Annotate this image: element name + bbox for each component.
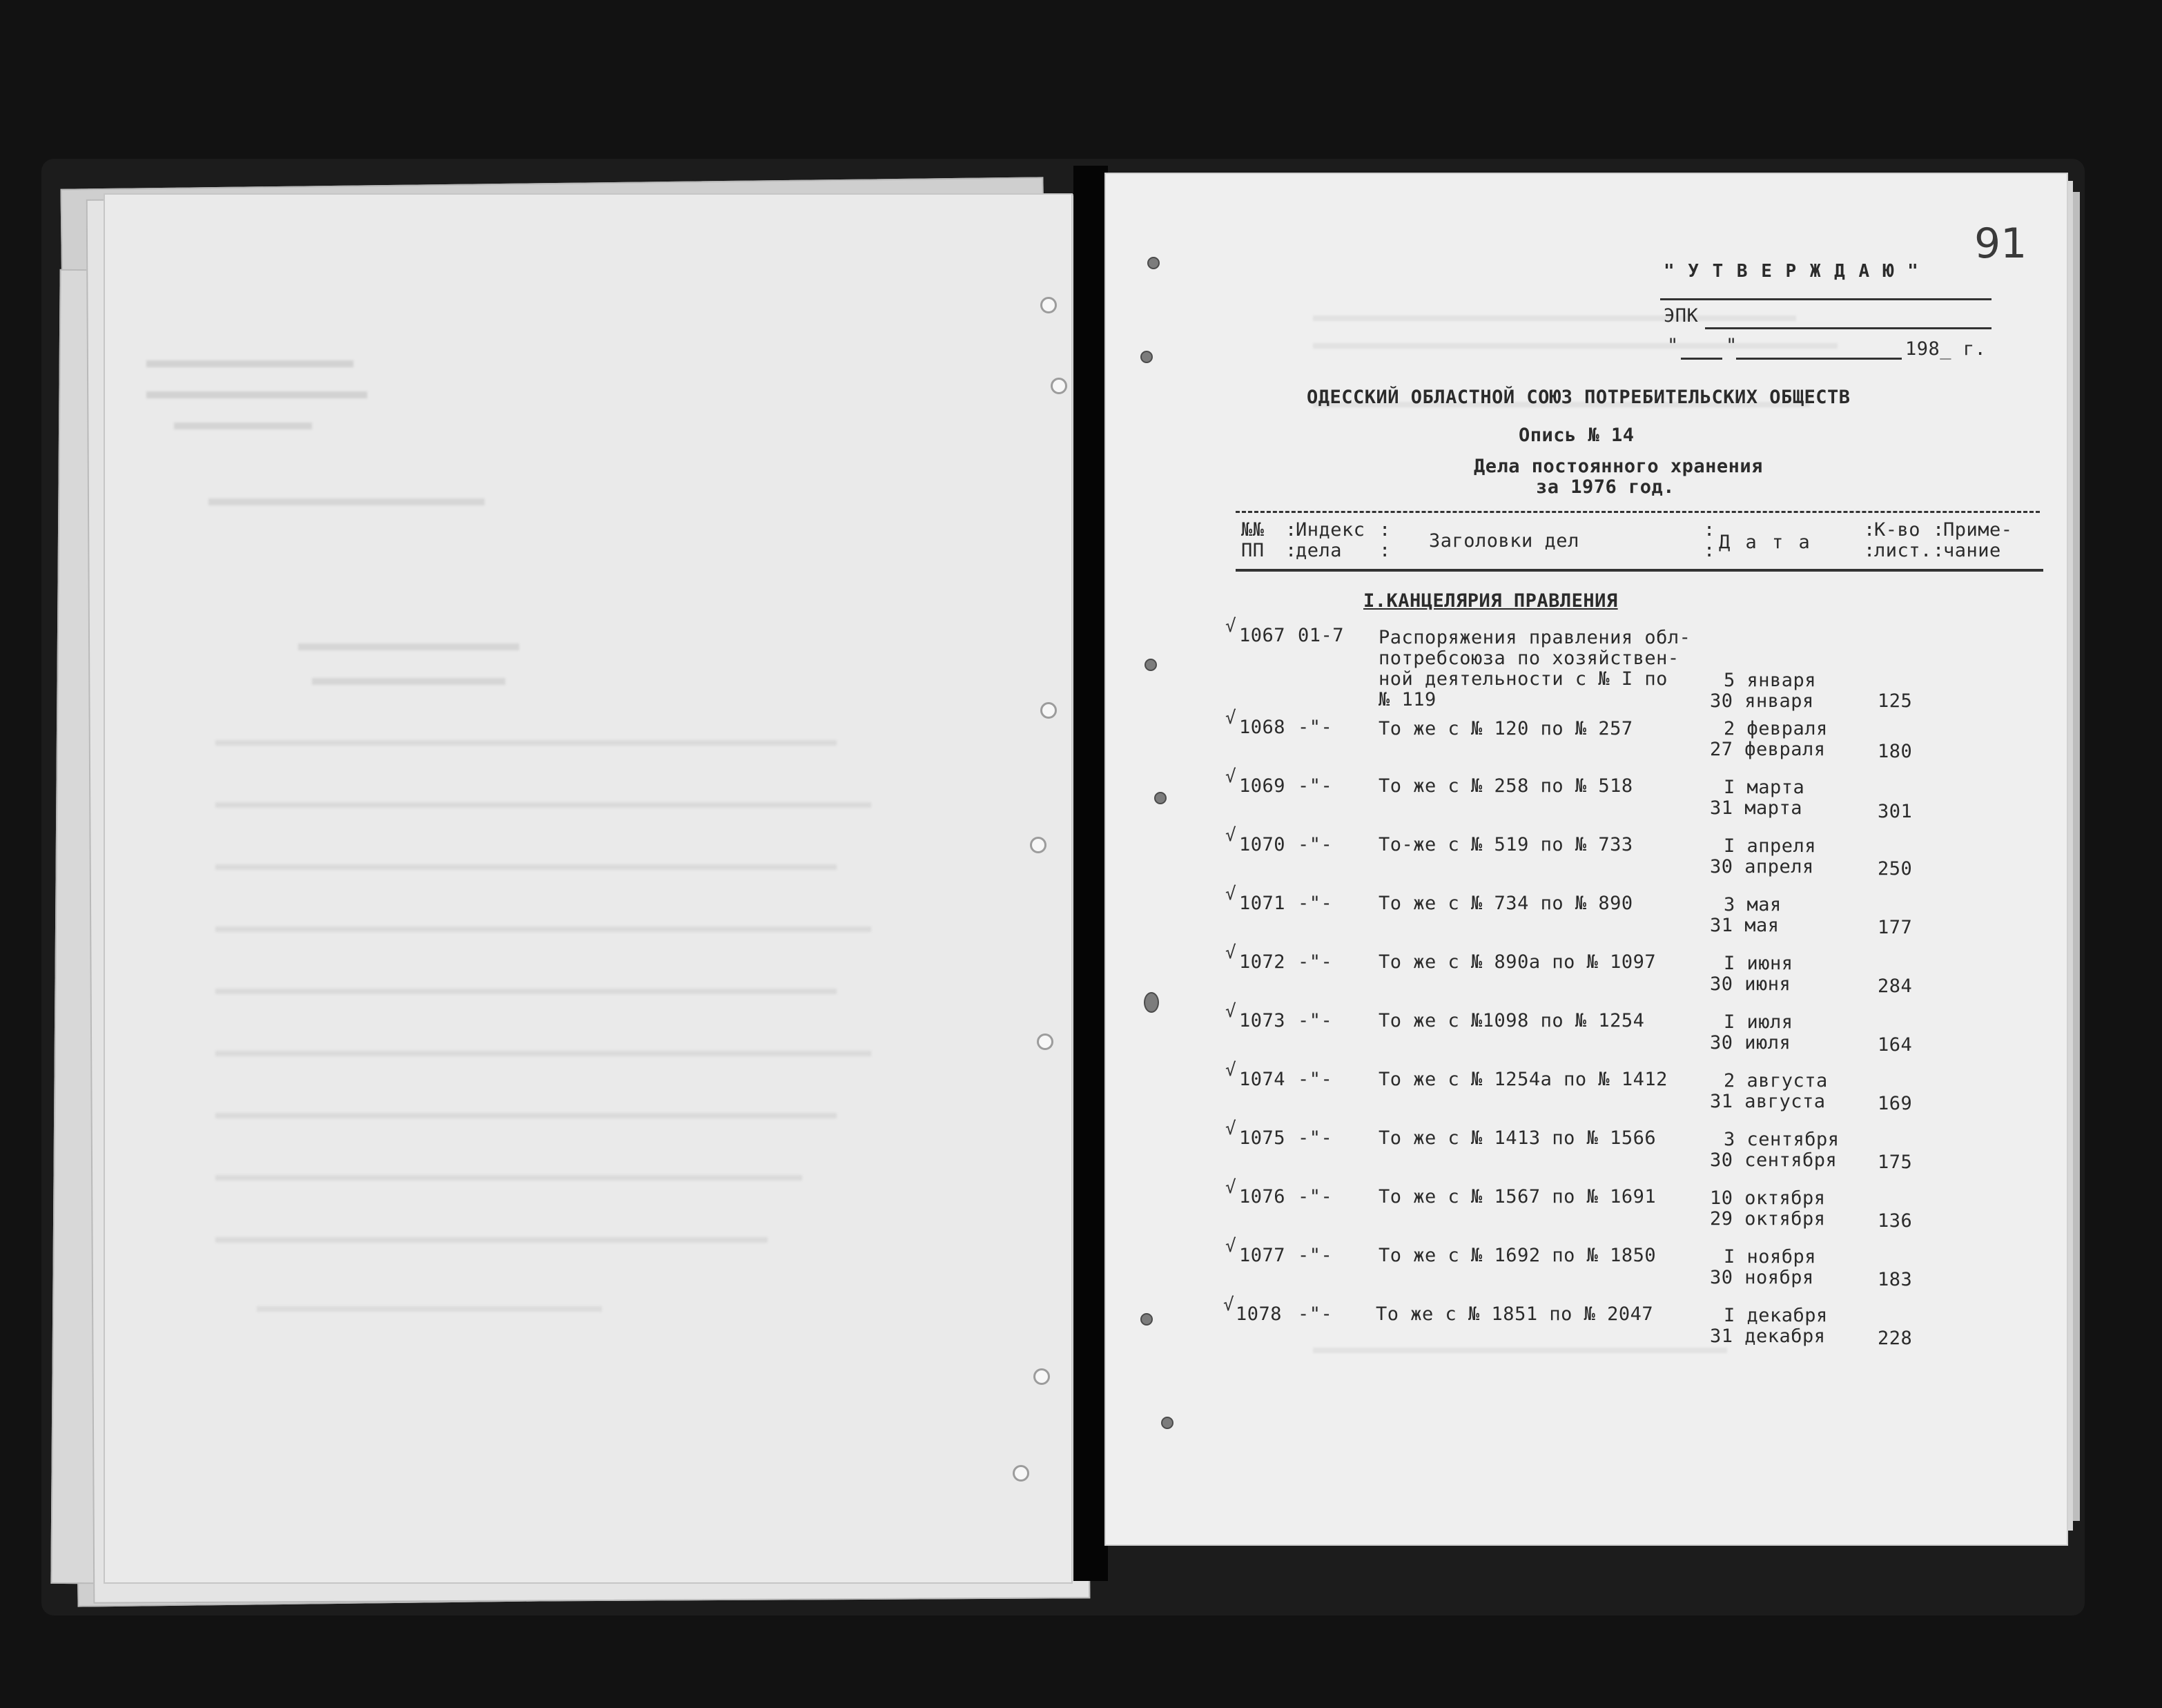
- punch-hole: [1051, 378, 1067, 394]
- row-date-start: I декабря: [1724, 1305, 1828, 1326]
- bleed-through-text: [257, 1306, 602, 1312]
- row-index: -"-: [1298, 893, 1333, 914]
- check-mark-icon: √: [1225, 708, 1236, 728]
- row-date-start: 5 января: [1724, 670, 1817, 691]
- check-mark-icon: √: [1225, 1118, 1236, 1139]
- row-date-end: 31 декабря: [1710, 1326, 1826, 1347]
- row-sheets: 169: [1878, 1093, 1913, 1114]
- month-blank: [1736, 358, 1902, 360]
- row-index: -"-: [1298, 951, 1333, 973]
- approval-date-quote-close: ": [1726, 335, 1737, 356]
- punch-hole: [1040, 702, 1057, 719]
- bleed-through-text: [312, 678, 505, 685]
- epk-label: ЭПК: [1664, 305, 1699, 327]
- row-index: 01-7: [1298, 625, 1345, 646]
- col-divider: :: [1933, 519, 1945, 541]
- row-title-line: То же с № 1692 по № 1850: [1379, 1245, 1657, 1266]
- col-titles-header: Заголовки дел: [1429, 530, 1579, 552]
- row-sheets: 284: [1878, 976, 1913, 997]
- row-date-end: 30 сентября: [1710, 1149, 1838, 1171]
- col-num-header-2: ПП: [1241, 540, 1265, 561]
- row-title-line: № 119: [1379, 689, 1437, 710]
- row-index: -"-: [1298, 1186, 1333, 1207]
- section-heading: I.КАНЦЕЛЯРИЯ ПРАВЛЕНИЯ: [1363, 590, 1618, 612]
- row-date-end: 29 октября: [1710, 1208, 1826, 1230]
- row-date-start: 10 октября: [1710, 1187, 1826, 1209]
- row-title-line: То же с № 1851 по № 2047: [1376, 1303, 1654, 1325]
- row-date-end: 27 февраля: [1710, 739, 1826, 760]
- punch-hole: [1145, 659, 1157, 671]
- row-date-start: I апреля: [1724, 835, 1817, 857]
- row-title-line: То же с № 1254а по № 1412: [1379, 1069, 1668, 1090]
- check-mark-icon: √: [1225, 766, 1236, 787]
- row-date-end: 30 июня: [1710, 973, 1791, 995]
- row-index: -"-: [1298, 1245, 1333, 1266]
- check-mark-icon: √: [1225, 825, 1236, 846]
- row-title-line: То-же с № 519 по № 733: [1379, 834, 1633, 855]
- approval-date-quote-open: ": [1667, 335, 1679, 356]
- row-num: 1078: [1236, 1303, 1283, 1325]
- header-bottom-rule: [1236, 569, 2043, 572]
- row-sheets: 164: [1878, 1034, 1913, 1056]
- row-sheets: 228: [1878, 1328, 1913, 1349]
- bleed-through-text: [215, 1175, 802, 1181]
- row-date-start: I марта: [1724, 777, 1805, 798]
- row-sheets: 125: [1878, 690, 1913, 712]
- row-num: 1068: [1239, 717, 1286, 738]
- row-num: 1070: [1239, 834, 1286, 855]
- punch-hole: [1040, 297, 1057, 313]
- row-sheets: 175: [1878, 1152, 1913, 1173]
- col-index-header: Индекс: [1296, 519, 1365, 541]
- book-spine: [1073, 166, 1108, 1581]
- bleed-through-text: [298, 643, 519, 650]
- punch-hole: [1147, 257, 1160, 269]
- row-sheets: 180: [1878, 741, 1913, 762]
- col-sheets-header: К-во: [1874, 519, 1921, 541]
- row-num: 1074: [1239, 1069, 1286, 1090]
- row-title-line: ной деятельности с № I по: [1379, 668, 1668, 690]
- col-date-header: Д а т а: [1719, 532, 1812, 553]
- row-date-end: 30 ноября: [1710, 1267, 1814, 1288]
- col-divider: :: [1285, 519, 1297, 541]
- check-mark-icon: √: [1223, 1294, 1234, 1315]
- row-num: 1076: [1239, 1186, 1286, 1207]
- row-num: 1067: [1239, 625, 1286, 646]
- col-divider: :: [1285, 540, 1297, 561]
- bleed-through-text: [215, 1113, 837, 1118]
- row-date-start: I июля: [1724, 1011, 1793, 1033]
- row-title-line: То же с № 120 по № 257: [1379, 718, 1633, 739]
- row-date-end: 30 апреля: [1710, 856, 1814, 877]
- row-index: -"-: [1298, 1010, 1333, 1031]
- col-index-header-2: дела: [1296, 540, 1343, 561]
- col-note-header: Приме-: [1943, 519, 2013, 541]
- bleed-through-text: [215, 1051, 871, 1056]
- col-divider: :: [1379, 519, 1391, 541]
- row-date-start: 2 августа: [1724, 1070, 1828, 1091]
- col-divider: :: [1704, 540, 1715, 561]
- folio-number: 91: [1974, 220, 2027, 268]
- row-num: 1077: [1239, 1245, 1286, 1266]
- punch-hole: [1144, 992, 1159, 1013]
- check-mark-icon: √: [1225, 1236, 1236, 1256]
- subtitle-line1: Дела постоянного хранения: [1474, 456, 1763, 477]
- row-num: 1072: [1239, 951, 1286, 973]
- bleed-through-text: [215, 1237, 768, 1243]
- row-date-end: 31 мая: [1710, 915, 1780, 936]
- row-title-line: потребсоюза по хозяйствен-: [1379, 648, 1679, 669]
- row-title-line: Распоряжения правления обл-: [1379, 627, 1691, 648]
- row-index: -"-: [1298, 1127, 1333, 1149]
- subtitle-line2: за 1976 год.: [1536, 476, 1675, 498]
- col-divider: :: [1864, 540, 1876, 561]
- row-sheets: 301: [1878, 801, 1913, 822]
- row-date-end: 30 июля: [1710, 1032, 1791, 1054]
- row-index: -"-: [1298, 1303, 1333, 1325]
- row-date-start: 2 февраля: [1724, 718, 1828, 739]
- col-divider: :: [1379, 540, 1391, 561]
- row-sheets: 177: [1878, 917, 1913, 938]
- epk-signature-line: [1705, 327, 1991, 329]
- inventory-number: Опись № 14: [1519, 425, 1635, 446]
- row-date-end: 31 августа: [1710, 1091, 1826, 1112]
- row-title-line: То же с № 890а по № 1097: [1379, 951, 1657, 973]
- right-document-page: [1104, 173, 2068, 1546]
- col-divider: :: [1933, 540, 1945, 561]
- row-date-start: I ноября: [1724, 1246, 1817, 1268]
- punch-hole: [1154, 792, 1167, 804]
- bleed-through-text: [215, 802, 871, 808]
- check-mark-icon: √: [1225, 884, 1236, 904]
- row-index: -"-: [1298, 834, 1333, 855]
- row-index: -"-: [1298, 1069, 1333, 1090]
- col-sheets-header-2: лист.: [1874, 540, 1932, 561]
- row-date-start: 3 мая: [1724, 894, 1782, 915]
- row-num: 1073: [1239, 1010, 1286, 1031]
- check-mark-icon: √: [1225, 1060, 1236, 1080]
- left-blank-page: [104, 193, 1073, 1584]
- row-index: -"-: [1298, 717, 1333, 738]
- row-date-start: I июня: [1724, 953, 1793, 974]
- bleed-through-text: [215, 926, 871, 932]
- row-title-line: То же с № 1567 по № 1691: [1379, 1186, 1657, 1207]
- approval-heading: " У Т В Е Р Ж Д А Ю ": [1664, 261, 1920, 282]
- row-date-end: 31 марта: [1710, 797, 1803, 819]
- row-num: 1069: [1239, 775, 1286, 797]
- header-top-rule: [1236, 511, 2040, 513]
- col-divider: :: [1704, 519, 1715, 541]
- bleed-through-text: [146, 391, 367, 398]
- col-divider: :: [1864, 519, 1876, 541]
- approval-line: [1660, 298, 1991, 300]
- bleed-through-text: [215, 740, 837, 746]
- row-title-line: То же с № 1413 по № 1566: [1379, 1127, 1657, 1149]
- punch-hole: [1140, 351, 1153, 363]
- row-num: 1075: [1239, 1127, 1286, 1149]
- row-num: 1071: [1239, 893, 1286, 914]
- bleed-through-text: [208, 498, 485, 505]
- punch-hole: [1140, 1313, 1153, 1326]
- check-mark-icon: √: [1225, 1177, 1236, 1198]
- col-note-header-2: чание: [1943, 540, 2001, 561]
- punch-hole: [1033, 1368, 1050, 1385]
- check-mark-icon: √: [1225, 1001, 1236, 1022]
- row-sheets: 136: [1878, 1210, 1913, 1232]
- punch-hole: [1161, 1417, 1173, 1429]
- col-num-header: №№: [1241, 519, 1265, 541]
- organization-title: ОДЕССКИЙ ОБЛАСТНОЙ СОЮЗ ПОТРЕБИТЕЛЬСКИХ ОБЩЕСТВ: [1307, 387, 1851, 408]
- punch-hole: [1030, 837, 1046, 853]
- punch-hole: [1013, 1465, 1029, 1482]
- bleed-through-text: [1313, 343, 1838, 349]
- row-title-line: То же с № 734 по № 890: [1379, 893, 1633, 914]
- bleed-through-text: [1313, 1348, 1727, 1353]
- bleed-through-text: [215, 864, 837, 870]
- day-blank: [1681, 358, 1722, 360]
- row-sheets: 250: [1878, 858, 1913, 880]
- bleed-through-text: [146, 360, 353, 367]
- left-page-stack: [48, 176, 1098, 1612]
- row-date-end: 30 января: [1710, 690, 1814, 712]
- check-mark-icon: √: [1225, 616, 1236, 637]
- bleed-through-text: [215, 989, 837, 994]
- bleed-through-text: [174, 423, 312, 429]
- bleed-through-text: [1313, 316, 1796, 321]
- approval-year: 198_ г.: [1905, 338, 1987, 360]
- row-index: -"-: [1298, 775, 1333, 797]
- row-sheets: 183: [1878, 1269, 1913, 1290]
- check-mark-icon: √: [1225, 942, 1236, 963]
- row-title-line: То же с №1098 по № 1254: [1379, 1010, 1645, 1031]
- row-date-start: 3 сентября: [1724, 1129, 1840, 1150]
- punch-hole: [1037, 1033, 1053, 1050]
- row-title-line: То же с № 258 по № 518: [1379, 775, 1633, 797]
